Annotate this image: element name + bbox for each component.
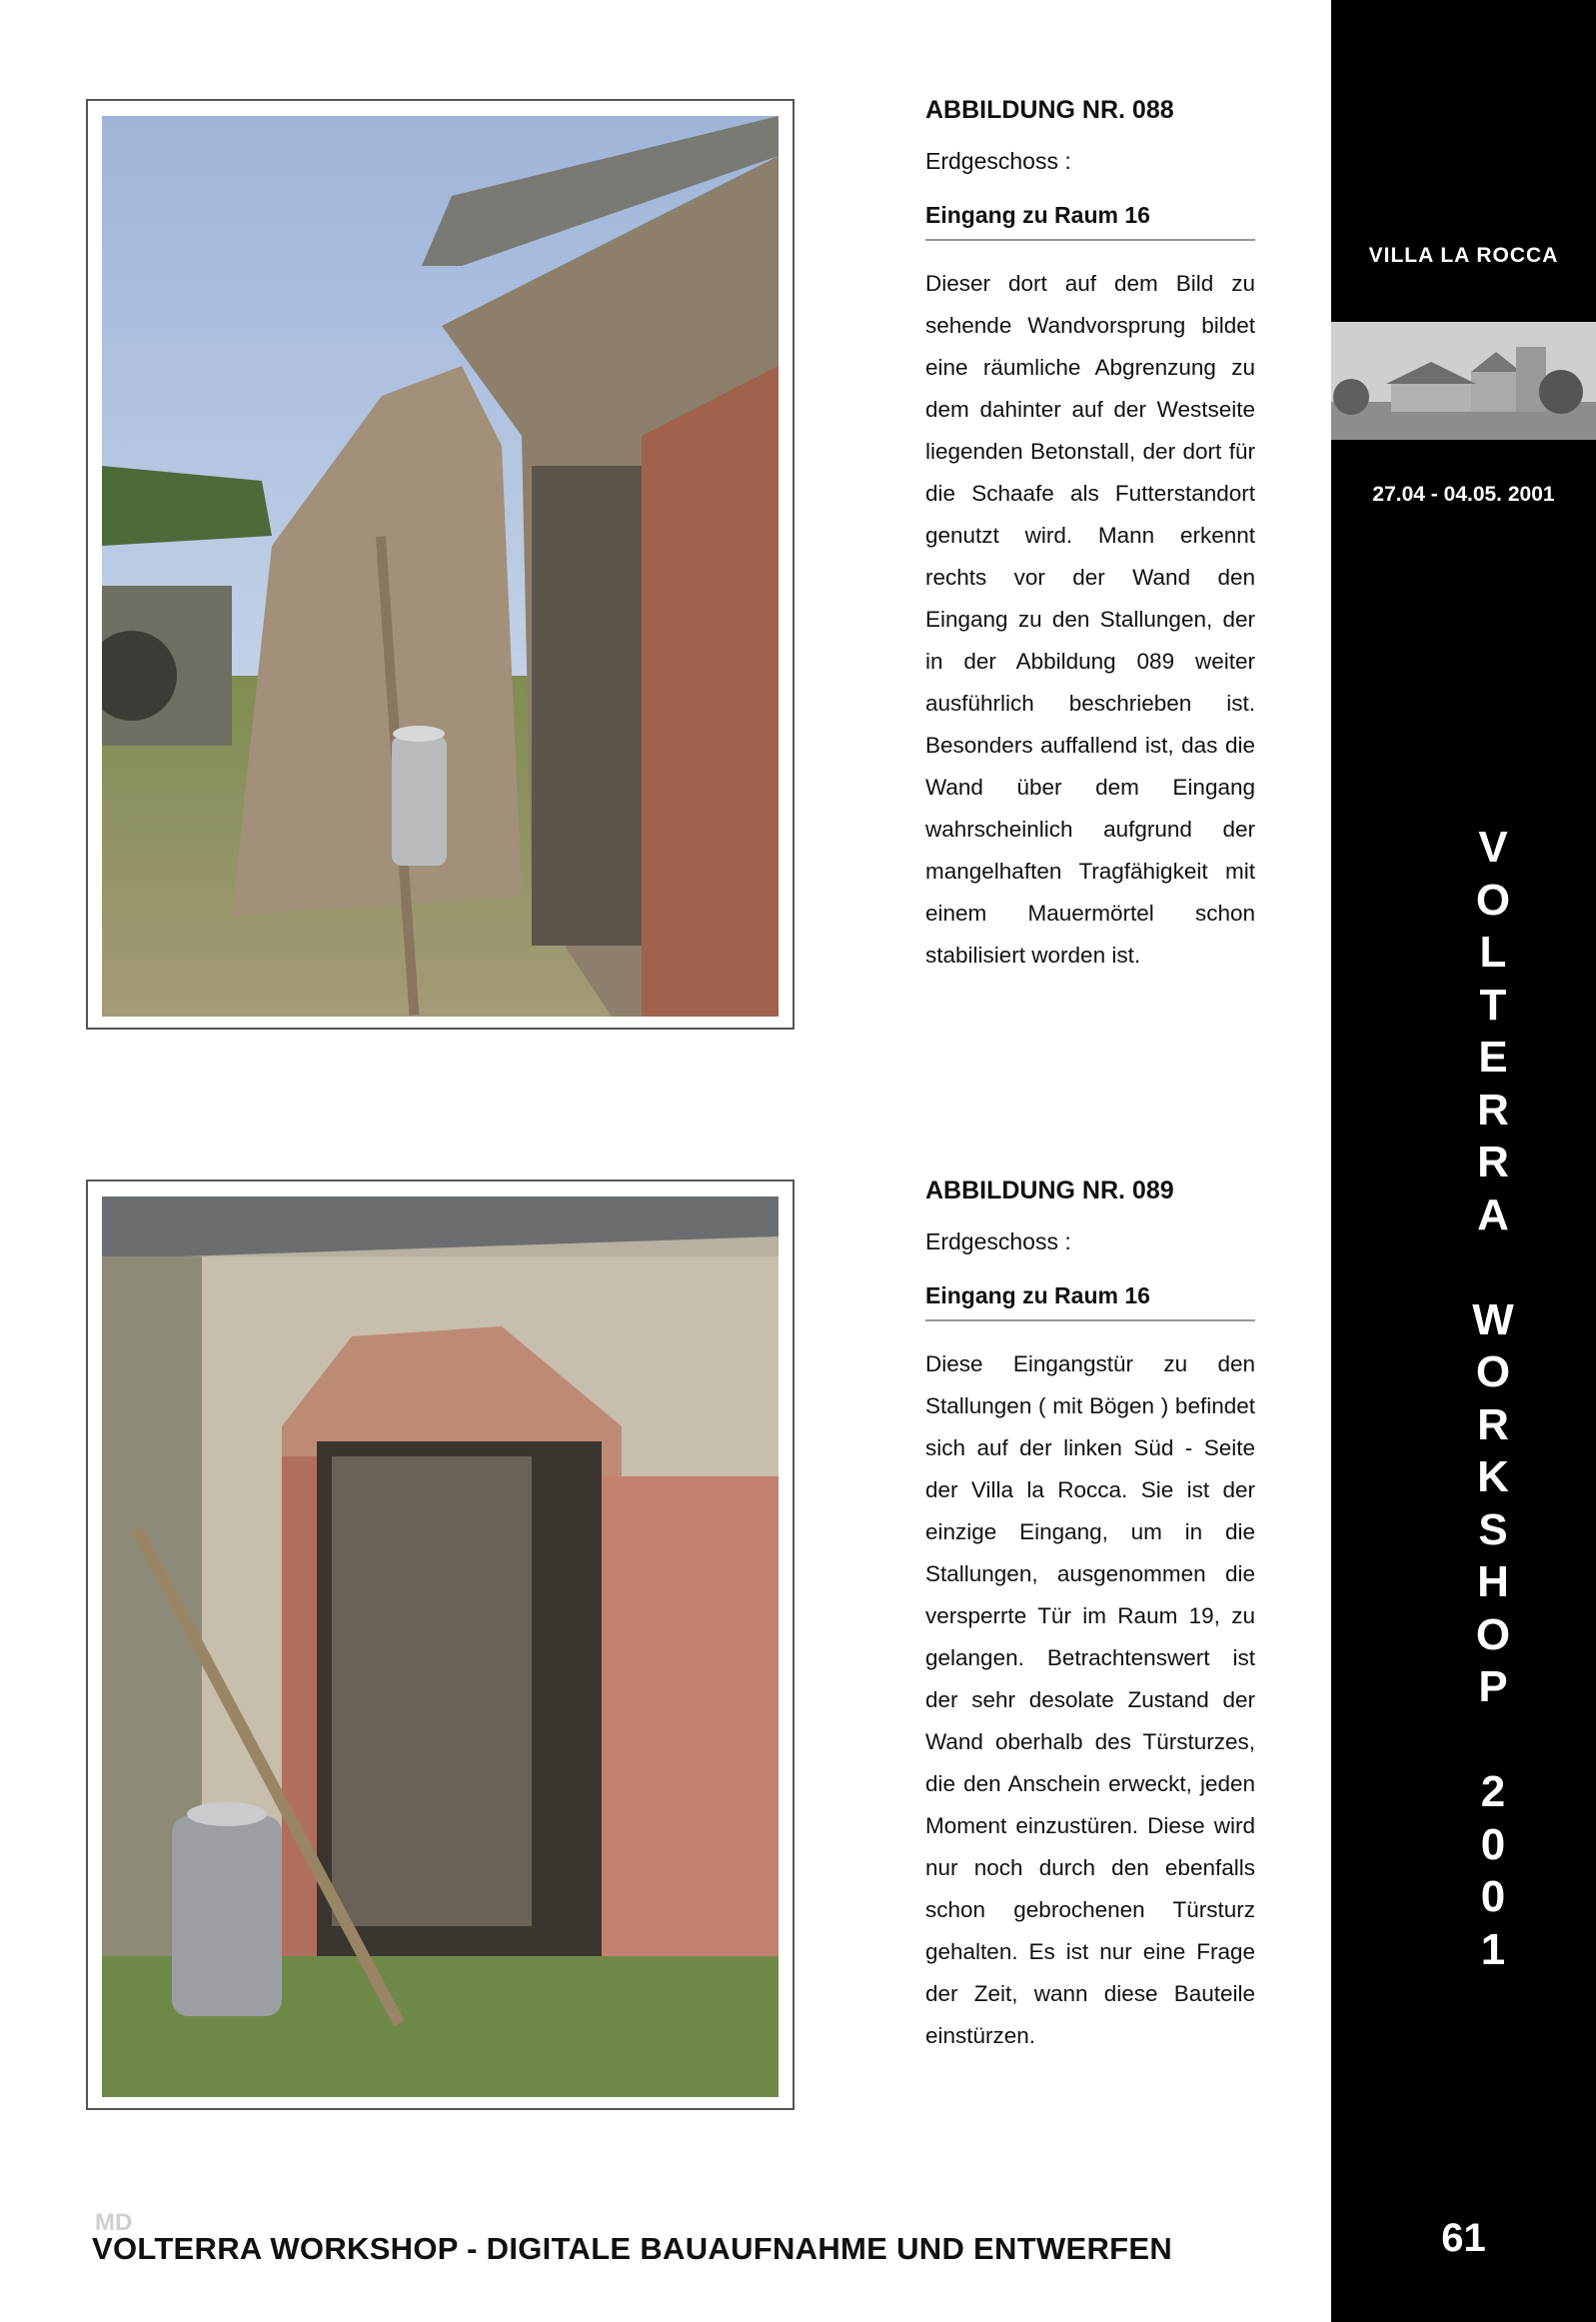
vertical-letter: R	[1477, 1138, 1509, 1186]
figure-title: ABBILDUNG NR. 088	[925, 96, 1174, 124]
vertical-letter: O	[1475, 1609, 1511, 1659]
vertical-letter: V	[1478, 823, 1508, 872]
vertical-letter: E	[1478, 1033, 1508, 1082]
vertical-letter: R	[1477, 1085, 1509, 1135]
figure-floor: Erdgeschoss :	[925, 148, 1071, 174]
figure-floor: Erdgeschoss :	[925, 1228, 1071, 1254]
vertical-letter: O	[1475, 1347, 1511, 1396]
sidebar-title: VILLA LA ROCCA	[1368, 244, 1559, 267]
vertical-letter: L	[1479, 928, 1507, 977]
figure-title: ABBILDUNG NR. 089	[925, 1176, 1174, 1204]
vertical-letter: 0	[1480, 1819, 1506, 1869]
vertical-letter: H	[1477, 1557, 1509, 1606]
vertical-letter: 1	[1480, 1924, 1506, 1974]
footer-mark: MD	[95, 2209, 133, 2236]
photo-088	[102, 116, 779, 1017]
vertical-letter: O	[1475, 875, 1511, 925]
figure-room: Eingang zu Raum 16	[925, 1281, 1255, 1321]
vertical-title	[1461, 822, 1525, 1976]
page-number: 61	[1441, 2216, 1486, 2260]
figure-089-text	[925, 1175, 1255, 2057]
footer-title: VOLTERRA WORKSHOP - DIGITALE BAUAUFNAHME UND ENTWERFEN	[92, 2231, 1173, 2266]
sidebar	[1331, 0, 1596, 2322]
vertical-letter: K	[1477, 1452, 1509, 1501]
photo-frame-089	[86, 1179, 795, 2110]
figure-description: Dieser dort auf dem Bild zu sehende Wandvorsprung bildet eine räumliche Abgrenzung zu dem dahinter auf der Westseite liegenden Betonstall, der dort für die Schaafe als Futterstandort genutzt wird. Mann erkennt rechts vor der Wand den Eingang zu den Stallungen, der in der Abbildung 089 weiter ausführlich beschrieben ist. Besonders auffallend ist, das die Wand über dem Eingang wahrscheinlich aufgrund der mangelhaften Tragfähigkeit mit einem Mauermörtel schon stabilisiert worden ist.	[925, 271, 1255, 968]
vertical-letter: R	[1477, 1399, 1509, 1449]
figure-room: Eingang zu Raum 16	[925, 201, 1255, 241]
villa-photo	[1331, 322, 1596, 440]
vertical-letter: W	[1472, 1294, 1514, 1344]
figure-description: Diese Eingangstür zu den Stallungen ( mit Bögen ) befindet sich auf der linken Süd - Seite der Villa la Rocca. Sie ist der einzige Eingang, um in die Stallungen, ausgenommen die versperrte Tür im Raum 19, zu gelangen. Betrachtenswert ist der sehr desolate Zustand der Wand oberhalb des Türsturzes, die den Anschein erweckt, jeden Moment einzustüren. Diese wird nur noch durch den ebenfalls schon gebrochenen Türsturz gehalten. Es ist nur eine Frage der Zeit, wann diese Bauteile einstürzen.	[925, 1351, 1255, 2048]
vertical-letter: T	[1479, 980, 1507, 1030]
vertical-letter: A	[1477, 1189, 1509, 1239]
vertical-letter: S	[1478, 1504, 1508, 1554]
figure-088-text	[925, 95, 1255, 977]
photo-frame-088	[86, 99, 795, 1030]
photo-089	[102, 1196, 779, 2097]
vertical-letter	[1461, 1714, 1525, 1767]
vertical-letter: 0	[1480, 1872, 1506, 1921]
vertical-letter: P	[1478, 1662, 1508, 1711]
sidebar-dates: 27.04 - 04.05. 2001	[1372, 483, 1555, 506]
vertical-letter	[1461, 1241, 1525, 1294]
vertical-letter: 2	[1480, 1767, 1506, 1816]
